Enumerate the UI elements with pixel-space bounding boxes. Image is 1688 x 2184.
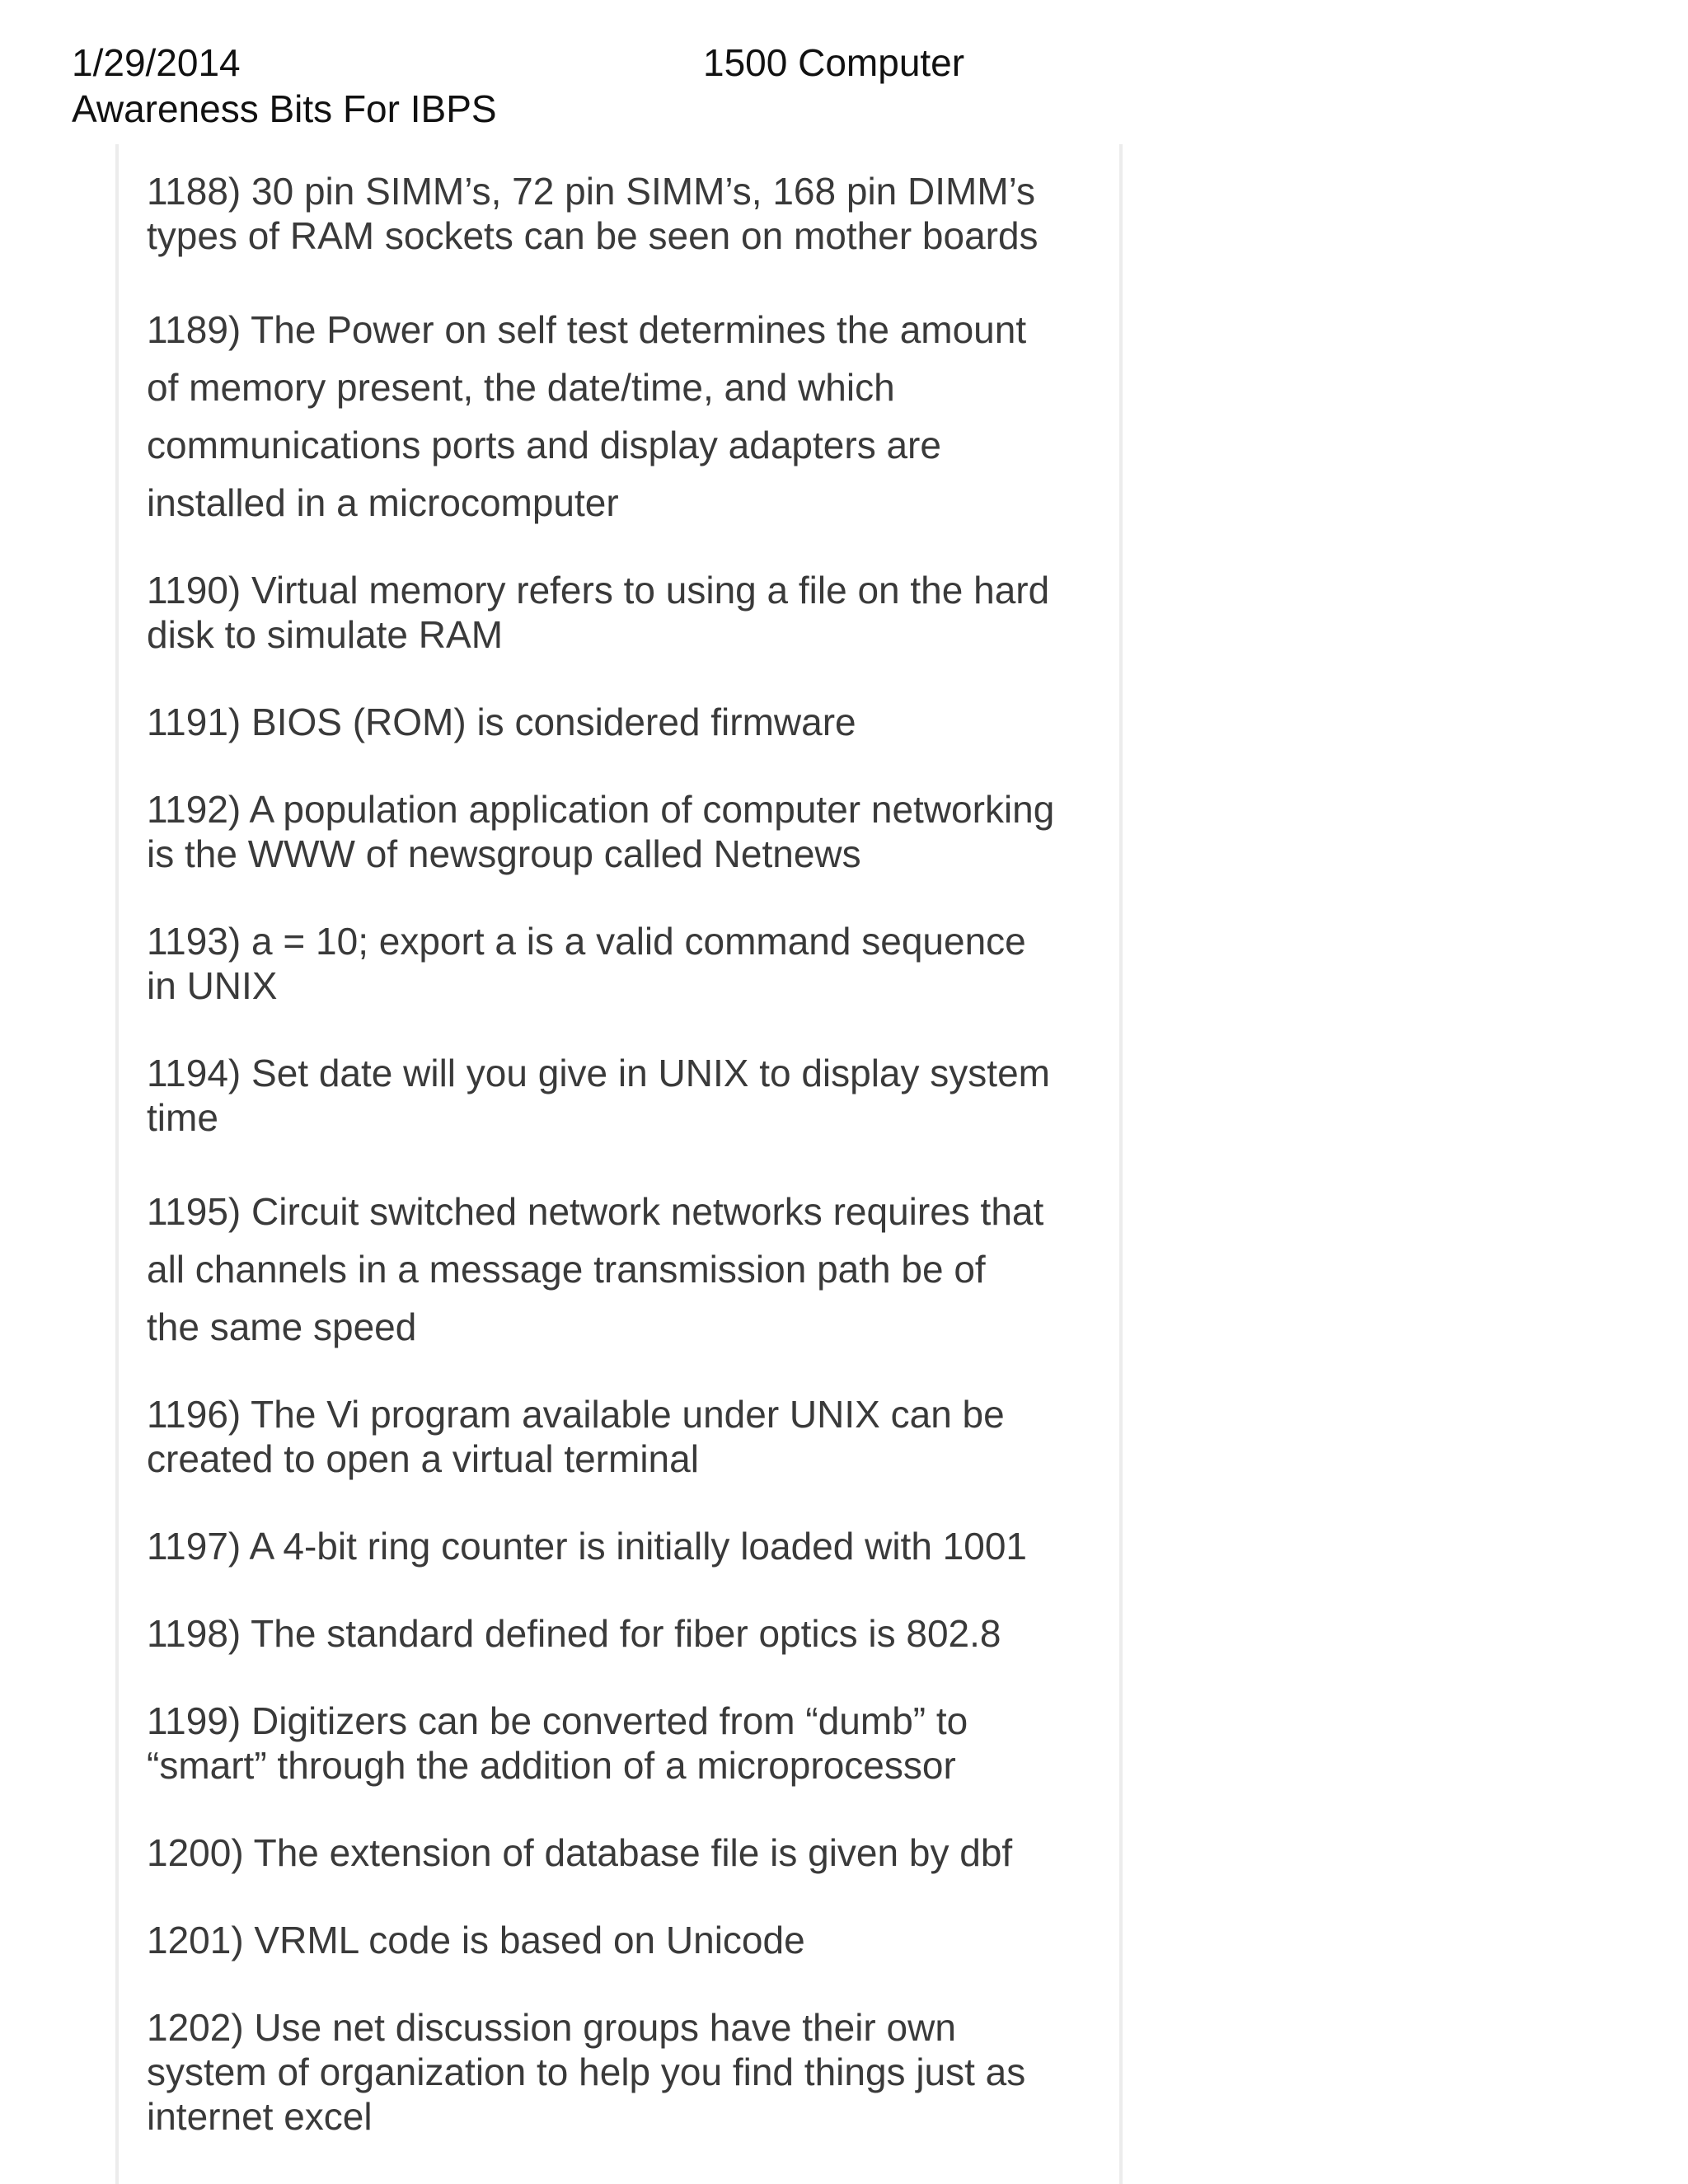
list-item (147, 1524, 1095, 1568)
list-item (147, 1183, 1095, 1356)
entry-line: is the WWW of newsgroup called Netnews (147, 832, 861, 875)
list-item (147, 568, 1095, 657)
list-item (147, 1830, 1095, 1875)
entry-line: internet excel (147, 2095, 373, 2138)
header-title: 1500 Computer (703, 41, 965, 84)
entry-line: 1202) Use net discussion groups have their own (147, 2006, 956, 2049)
entry-line: 1198) The standard defined for fiber optics is 802.8 (147, 1612, 1001, 1655)
list-item (147, 787, 1095, 876)
entry-line: 1192) A population application of computer networking (147, 788, 1055, 831)
entry-line: types of RAM sockets can be seen on mother boards (147, 214, 1039, 257)
list-item (147, 919, 1095, 1008)
entry-line: communications ports and display adapters are (147, 424, 941, 466)
entry-line: system of organization to help you find things just as (147, 2050, 1026, 2093)
list-item (147, 700, 1095, 744)
list-item (147, 1051, 1095, 1140)
entry-line: disk to simulate RAM (147, 613, 504, 656)
list-item (147, 301, 1095, 532)
entry-line: “smart” through the addition of a microprocessor (147, 1744, 956, 1787)
entry-line: 1196) The Vi program available under UNIX can be (147, 1393, 1005, 1436)
entry-line: of memory present, the date/time, and which (147, 366, 895, 409)
entry-list (147, 169, 1095, 2182)
entry-line: time (147, 1096, 218, 1139)
entry-line: 1199) Digitizers can be converted from “dumb” to (147, 1699, 968, 1742)
entry-line: 1194) Set date will you give in UNIX to display system (147, 1052, 1050, 1094)
list-item (147, 169, 1095, 258)
entry-line: 1201) VRML code is based on Unicode (147, 1919, 805, 1961)
page-header (0, 0, 1688, 140)
header-subtitle: Awareness Bits For IBPS (72, 87, 497, 130)
list-item (147, 2005, 1095, 2139)
list-item (147, 1918, 1095, 1962)
entry-line: 1197) A 4-bit ring counter is initially loaded with 1001 (147, 1525, 1028, 1568)
entry-line: in UNIX (147, 964, 278, 1007)
content-panel (115, 144, 1123, 2184)
list-item (147, 1699, 1095, 1788)
entry-line: the same speed (147, 1305, 417, 1348)
entry-line: 1189) The Power on self test determines the amount (147, 308, 1027, 351)
list-item (147, 1611, 1095, 1656)
entry-line: all channels in a message transmission path be of (147, 1248, 986, 1291)
entry-line: 1191) BIOS (ROM) is considered firmware (147, 701, 856, 743)
entry-line: 1200) The extension of database file is given by dbf (147, 1831, 1013, 1874)
entry-line: installed in a microcomputer (147, 481, 619, 524)
entry-line: 1195) Circuit switched network networks requires that (147, 1190, 1044, 1233)
entry-line: 1193) a = 10; export a is a valid command sequence (147, 920, 1026, 963)
list-item (147, 1392, 1095, 1481)
entry-line: created to open a virtual terminal (147, 1437, 699, 1480)
entry-line: 1188) 30 pin SIMM’s, 72 pin SIMM’s, 168 pin DIMM’s (147, 170, 1036, 213)
entry-line: 1190) Virtual memory refers to using a file on the hard (147, 569, 1050, 612)
header-date: 1/29/2014 (72, 41, 241, 84)
